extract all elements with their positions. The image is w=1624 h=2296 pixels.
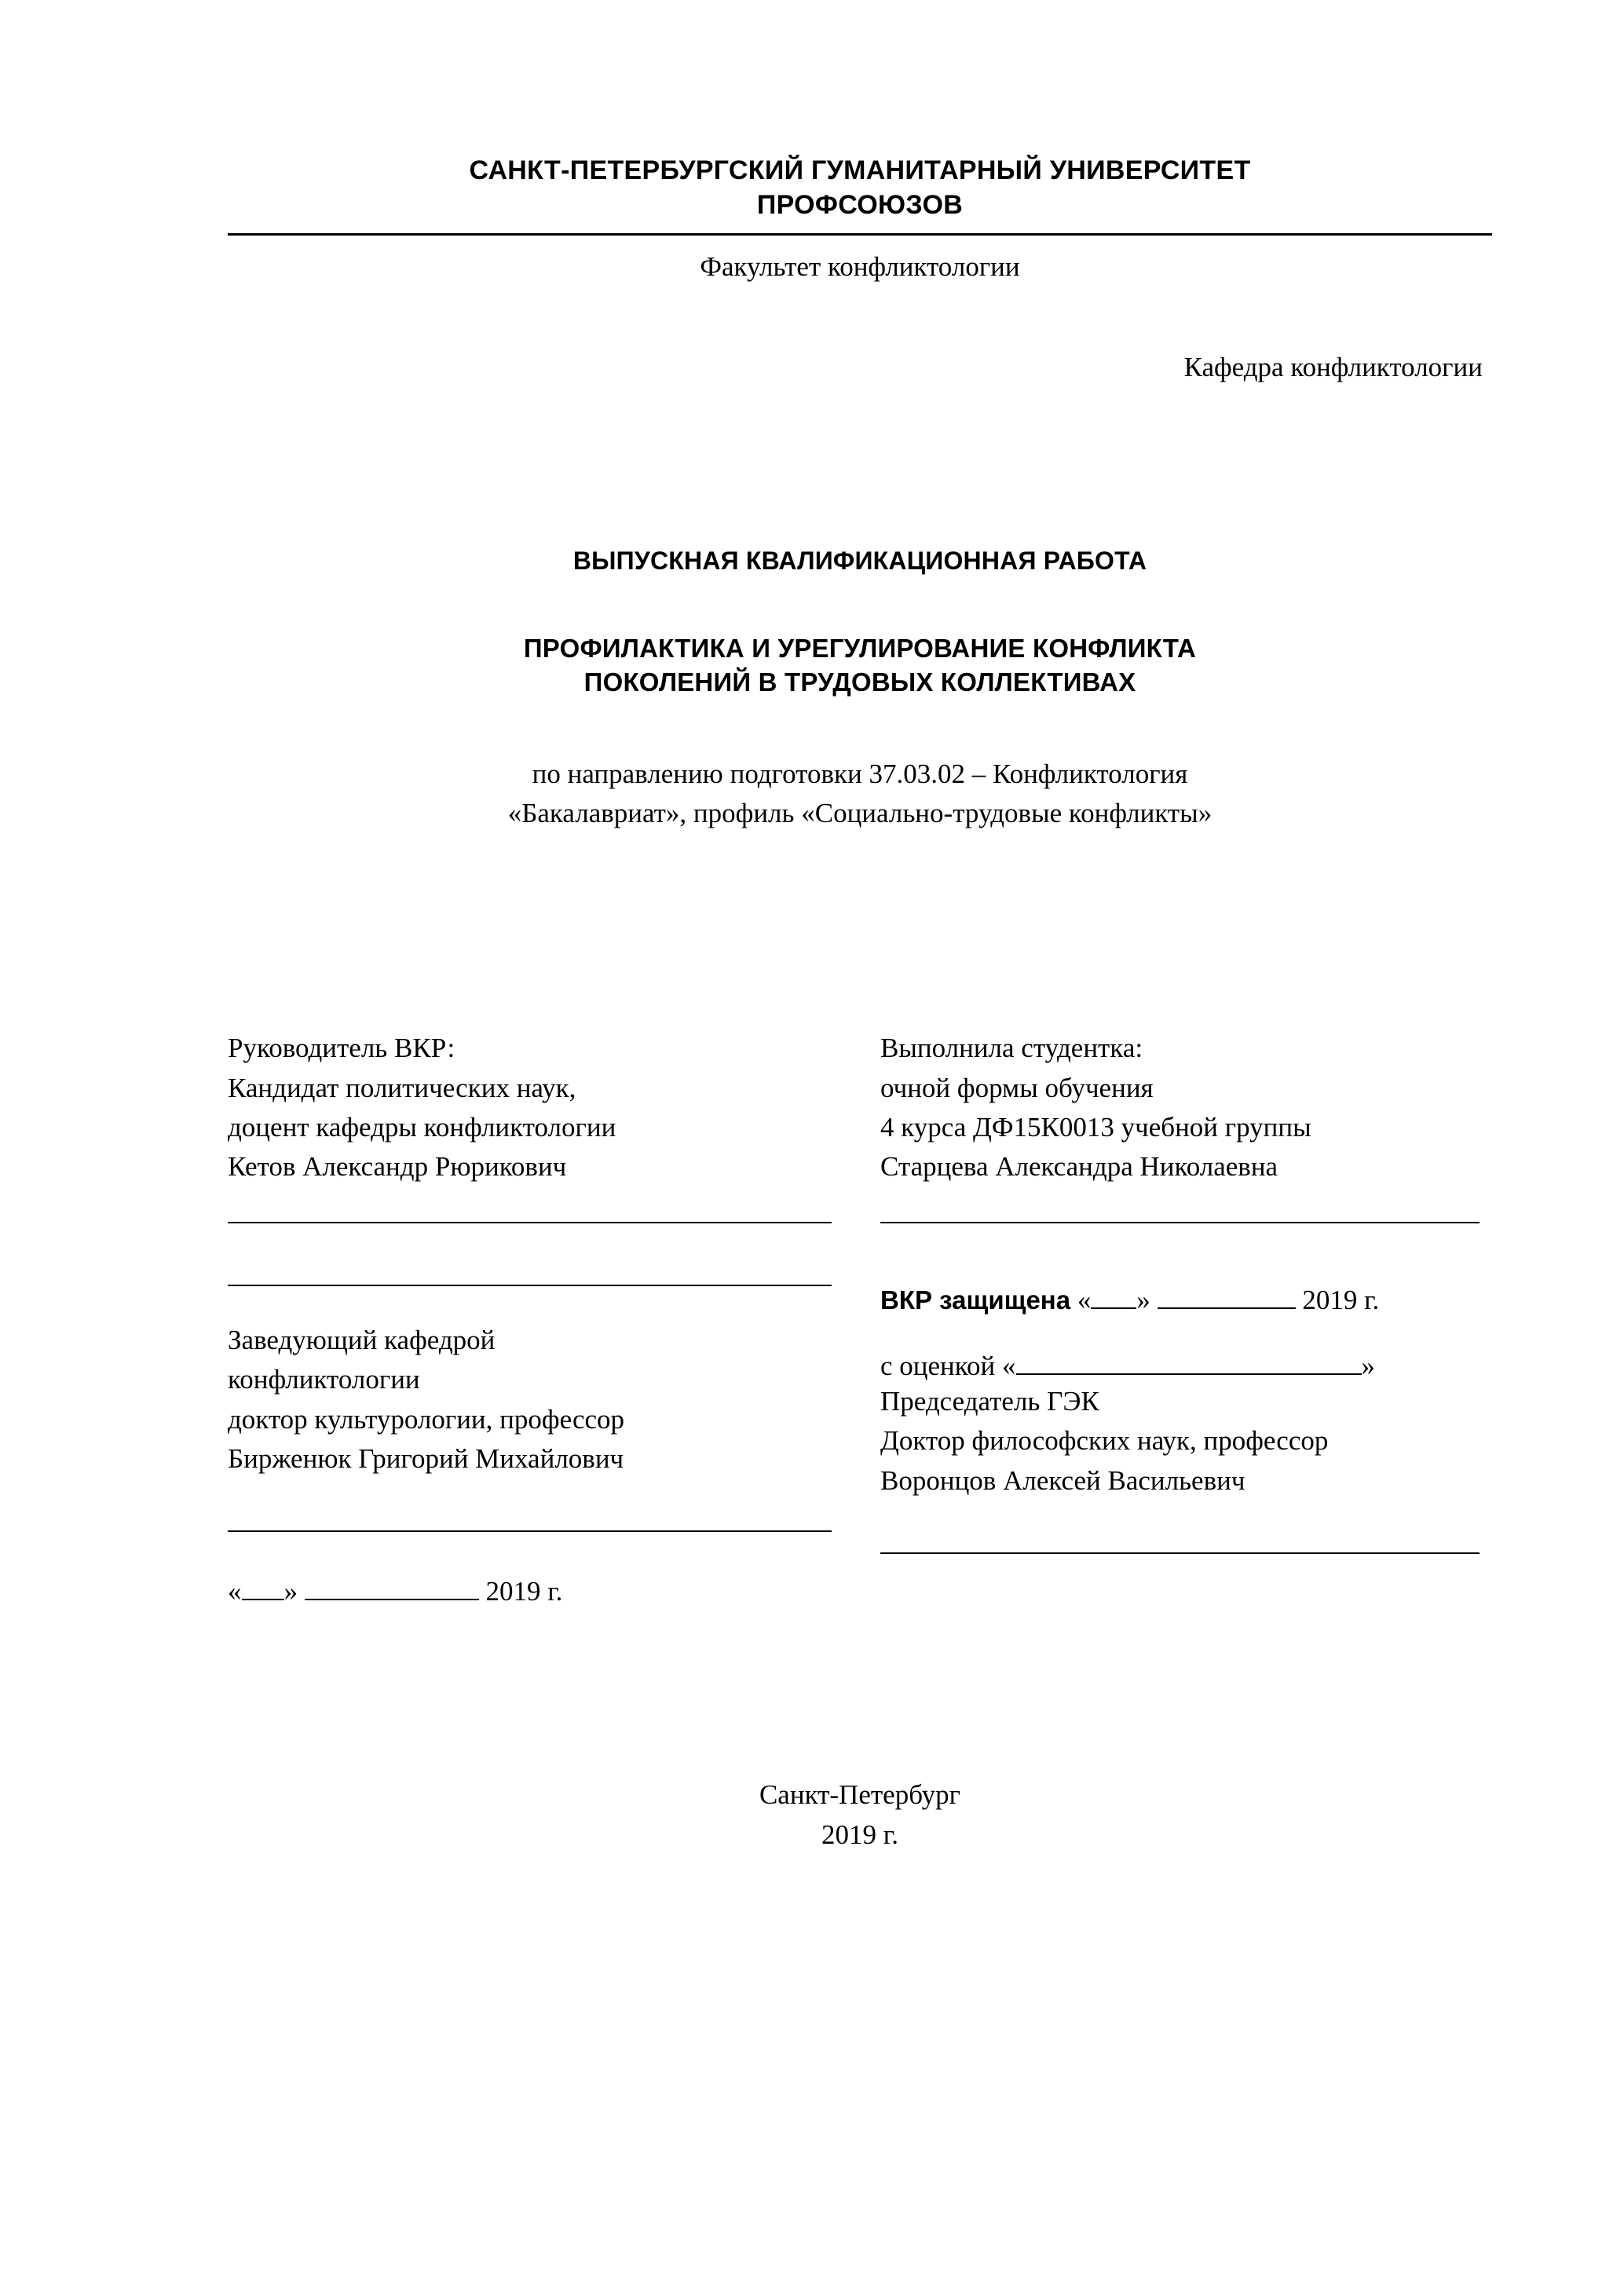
city-year-block (228, 1775, 1492, 1855)
student-column (860, 1029, 1492, 1607)
defence-label: ВКР защищена (880, 1285, 1071, 1314)
date-year: 2019 г. (485, 1576, 563, 1607)
secondary-signature-line (228, 1285, 832, 1286)
thesis-title-line-1: ПРОФИЛАКТИКА И УРЕГУЛИРОВАНИЕ КОНФЛИКТА (523, 634, 1197, 664)
defence-quote-open: « (1077, 1284, 1092, 1315)
defence-month-blank (1158, 1307, 1296, 1309)
mark-line (880, 1351, 1492, 1382)
student-form: очной формы обучения (880, 1072, 1154, 1103)
supervisor-column (228, 1029, 860, 1607)
chair-role: Председатель ГЭК (880, 1385, 1099, 1417)
head-role-line-1: Заведующий кафедрой (228, 1324, 496, 1355)
head-role-line-2: конфликтологии (228, 1364, 420, 1395)
study-direction-line-1: по направлению подготовки 37.03.02 – Конфликтология (532, 758, 1188, 789)
mark-quote-close: » (1361, 1350, 1375, 1381)
department-name: Кафедра конфликтологии (1183, 352, 1483, 383)
chair-signature-line (880, 1552, 1480, 1554)
supervisor-degree: Кандидат политических наук, (228, 1072, 576, 1103)
defence-quote-close: » (1136, 1284, 1150, 1315)
mark-label: с оценкой « (880, 1350, 1016, 1381)
defence-year: 2019 г. (1302, 1284, 1380, 1315)
student-signature-line (880, 1222, 1480, 1223)
header-divider (228, 233, 1492, 236)
head-degree: доктор культурологии, профессор (228, 1403, 625, 1435)
supervisor-signature-line (228, 1222, 832, 1223)
university-header (228, 154, 1492, 222)
supervisor-role: Руководитель ВКР: (228, 1033, 455, 1064)
study-direction (228, 755, 1492, 832)
work-type-heading: ВЫПУСКНАЯ КВАЛИФИКАЦИОННАЯ РАБОТА (572, 547, 1147, 576)
defence-line (880, 1285, 1492, 1316)
year-value: 2019 г. (821, 1819, 898, 1851)
date-month-blank (305, 1599, 479, 1600)
mark-blank (1016, 1373, 1362, 1375)
title-page-content (228, 0, 1492, 1855)
student-group: 4 курса ДФ15К0013 учебной группы (880, 1111, 1311, 1143)
signature-section (228, 1029, 1492, 1607)
study-direction-line-2: «Бакалавриат», профиль «Социально-трудовые конфликты» (507, 797, 1213, 828)
university-name-line-1: САНКТ-ПЕТЕРБУРГСКИЙ ГУМАНИТАРНЫЙ УНИВЕРСИТЕТ (469, 155, 1251, 185)
defence-day-blank (1091, 1307, 1136, 1309)
student-name: Старцева Александра Николаевна (880, 1151, 1278, 1183)
head-of-department-block (228, 1321, 844, 1479)
chair-degree: Доктор философских наук, профессор (880, 1425, 1329, 1457)
supervisor-name: Кетов Александр Рюрикович (228, 1151, 567, 1183)
supervisor-position: доцент кафедры конфликтологии (228, 1111, 616, 1143)
thesis-title (228, 632, 1492, 700)
date-line (228, 1576, 844, 1607)
faculty-name: Факультет конфликтологии (700, 251, 1020, 283)
university-name-line-2: ПРОФСОЮЗОВ (756, 189, 964, 220)
date-quote-close: » (283, 1576, 298, 1607)
head-name: Бирженюк Григорий Михайлович (228, 1442, 624, 1474)
commission-chair-block (880, 1382, 1492, 1501)
chair-name: Воронцов Алексей Васильевич (880, 1464, 1245, 1496)
head-signature-line (228, 1530, 832, 1532)
thesis-title-line-2: ПОКОЛЕНИЙ В ТРУДОВЫХ КОЛЛЕКТИВАХ (583, 667, 1136, 696)
date-quote-open: « (228, 1576, 242, 1607)
city-name: Санкт-Петербург (759, 1779, 961, 1811)
date-day-blank (242, 1599, 284, 1600)
student-role: Выполнила студентка: (880, 1033, 1143, 1064)
